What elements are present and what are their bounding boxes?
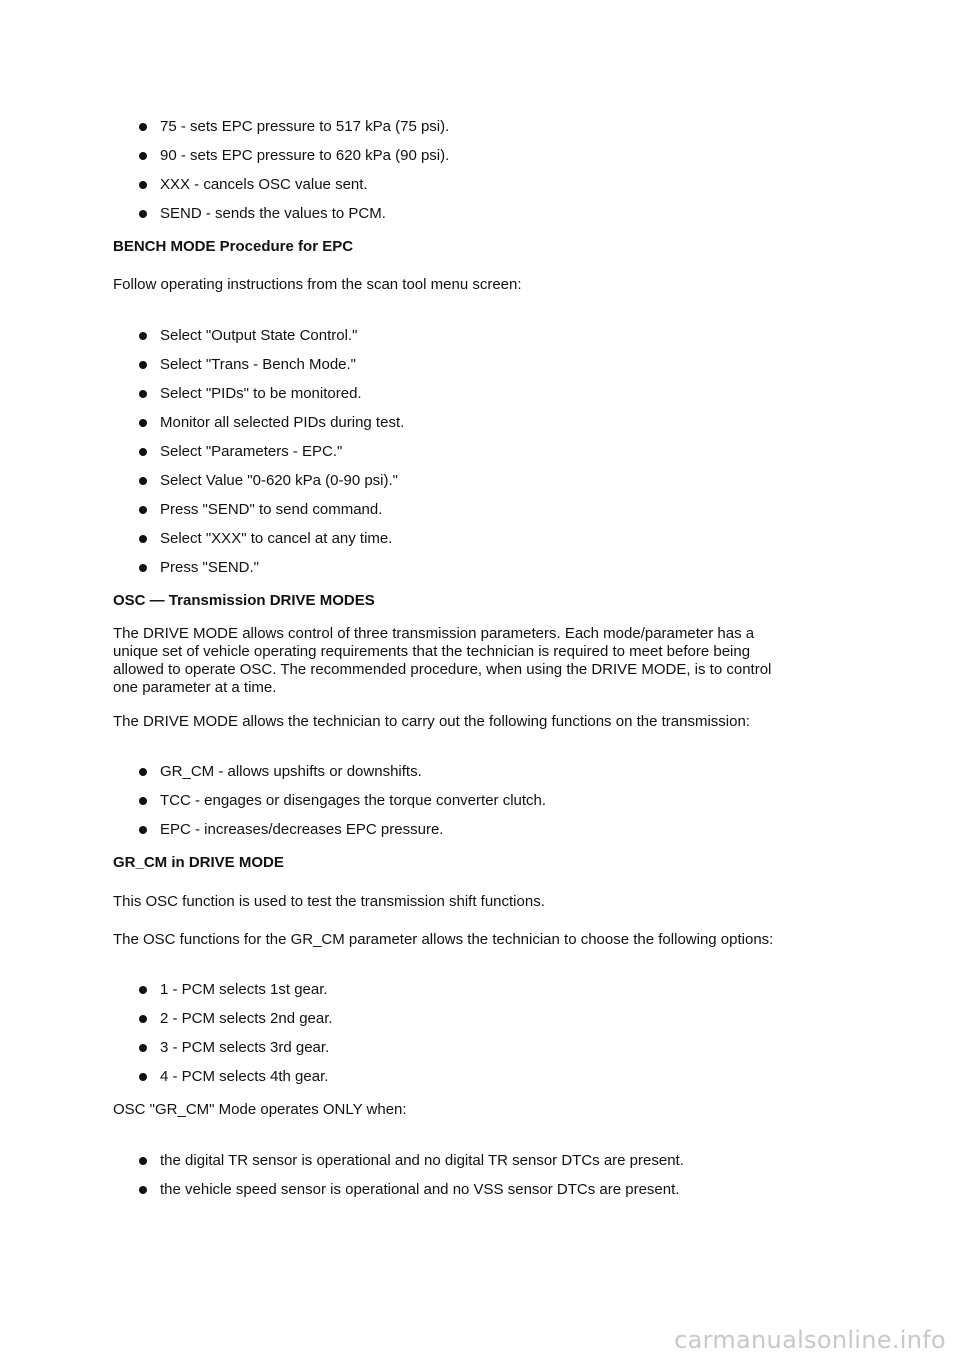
bullet-icon — [139, 1044, 147, 1052]
list-item: 2 - PCM selects 2nd gear. — [138, 1010, 843, 1028]
list-item: Select "XXX" to cancel at any time. — [138, 530, 843, 548]
document-body — [113, 118, 843, 1210]
bullet-icon — [139, 506, 147, 514]
watermark: carmanualsonline.info — [674, 1326, 946, 1354]
paragraph: Follow operating instructions from the scan tool menu screen: — [113, 276, 522, 293]
bullet-icon — [139, 361, 147, 369]
list-item: 75 - sets EPC pressure to 517 kPa (75 psi). — [138, 118, 843, 136]
list-item: Press "SEND." — [138, 559, 843, 577]
list-item: TCC - engages or disengages the torque converter clutch. — [138, 792, 843, 810]
section-heading: OSC — Transmission DRIVE MODES — [113, 592, 375, 609]
paragraph: This OSC function is used to test the transmission shift functions. — [113, 893, 545, 910]
bullet-icon — [139, 181, 147, 189]
bullet-icon — [139, 332, 147, 340]
list-item: Select "Trans - Bench Mode." — [138, 356, 843, 374]
bullet-icon — [139, 797, 147, 805]
section-heading: BENCH MODE Procedure for EPC — [113, 238, 354, 255]
bullet-icon — [139, 477, 147, 485]
bullet-icon — [139, 1157, 147, 1165]
bullet-icon — [139, 210, 147, 218]
bullet-icon — [139, 564, 147, 572]
bullet-icon — [139, 768, 147, 776]
bullet-icon — [139, 448, 147, 456]
list-item: EPC - increases/decreases EPC pressure. — [138, 821, 843, 839]
list-item: Select "PIDs" to be monitored. — [138, 385, 843, 403]
paragraph: OSC "GR_CM" Mode operates ONLY when: — [113, 1101, 407, 1118]
paragraph: The DRIVE MODE allows the technician to carry out the following functions on the transmission: — [113, 713, 750, 730]
gear-options-list — [113, 981, 843, 1086]
list-item: GR_CM - allows upshifts or downshifts. — [138, 763, 843, 781]
list-item: 4 - PCM selects 4th gear. — [138, 1068, 843, 1086]
list-item: Select "Parameters - EPC." — [138, 443, 843, 461]
bullet-icon — [139, 1015, 147, 1023]
bullet-icon — [139, 390, 147, 398]
conditions-list — [113, 1152, 843, 1199]
paragraph: The OSC functions for the GR_CM parameter allows the technician to choose the following options: — [113, 931, 774, 948]
paragraph: The DRIVE MODE allows control of three transmission parameters. Each mode/parameter has a unique set of vehicle operating requirements that the technician is required to meet before being allowed to operate OSC. The recommended procedure, when using the DRIVE MODE, is to control one parameter at a time. — [113, 625, 772, 696]
bullet-icon — [139, 152, 147, 160]
bullet-icon — [139, 1186, 147, 1194]
epc-values-list — [113, 118, 843, 223]
list-item: Select Value "0-620 kPa (0-90 psi)." — [138, 472, 843, 490]
bullet-icon — [139, 826, 147, 834]
list-item: 3 - PCM selects 3rd gear. — [138, 1039, 843, 1057]
list-item: Press "SEND" to send command. — [138, 501, 843, 519]
bullet-icon — [139, 1073, 147, 1081]
bullet-icon — [139, 535, 147, 543]
list-item: XXX - cancels OSC value sent. — [138, 176, 843, 194]
list-item: 90 - sets EPC pressure to 620 kPa (90 psi). — [138, 147, 843, 165]
bench-mode-steps-list — [113, 327, 843, 577]
list-item: 1 - PCM selects 1st gear. — [138, 981, 843, 999]
list-item: SEND - sends the values to PCM. — [138, 205, 843, 223]
drive-mode-functions-list — [113, 763, 843, 839]
list-item: the digital TR sensor is operational and no digital TR sensor DTCs are present. — [138, 1152, 843, 1170]
list-item: Monitor all selected PIDs during test. — [138, 414, 843, 432]
bullet-icon — [139, 419, 147, 427]
list-item: Select "Output State Control." — [138, 327, 843, 345]
bullet-icon — [139, 986, 147, 994]
section-heading: GR_CM in DRIVE MODE — [113, 854, 284, 871]
list-item: the vehicle speed sensor is operational and no VSS sensor DTCs are present. — [138, 1181, 843, 1199]
bullet-icon — [139, 123, 147, 131]
